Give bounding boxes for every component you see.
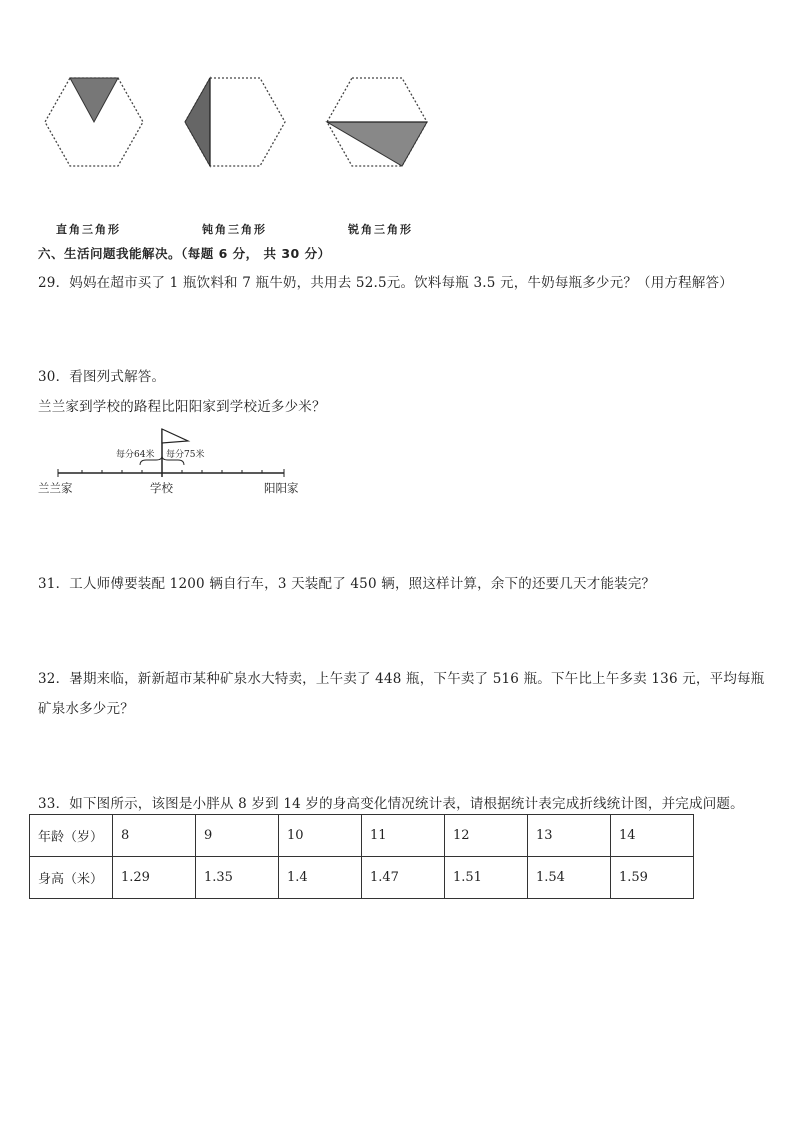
question-33: 33．如下图所示，该图是小胖从 8 岁到 14 岁的身高变化情况统计表，请根据统计表完成折线统计图，并完成问题。 [38, 796, 744, 812]
hexagon-right-triangle [45, 78, 143, 166]
hexagon-figures [0, 60, 460, 180]
place-yangyang: 阳阳家 [264, 481, 299, 495]
height-cell: 1.4 [279, 857, 362, 899]
age-cell: 10 [279, 815, 362, 857]
table-row-age [30, 815, 694, 857]
hexagon-caption-3: 锐角三角形 [348, 223, 413, 236]
section-title: 六、生活问题我能解决。（每题 6 分， 共 30 分） [38, 246, 331, 261]
height-cell: 1.29 [113, 857, 196, 899]
question-30-text: 兰兰家到学校的路程比阳阳家到学校近多少米？ [38, 399, 326, 415]
height-cell: 1.51 [445, 857, 528, 899]
question-32-line1: 32．暑期来临，新新超市某种矿泉水大特卖，上午卖了 448 瓶，下午卖了 516 瓶。下午比上午多卖 136 元，平均每瓶 [38, 671, 765, 687]
hexagon-caption-1: 直角三角形 [56, 223, 121, 236]
height-cell: 1.59 [611, 857, 694, 899]
question-29: 29．妈妈在超市买了 1 瓶饮料和 7 瓶牛奶，共用去 52.5元。饮料每瓶 3.5 元，牛奶每瓶多少元？（用方程解答） [38, 275, 733, 291]
question-32-line2: 矿泉水多少元？ [38, 701, 134, 717]
age-cell: 11 [362, 815, 445, 857]
hexagon-obtuse-triangle [185, 78, 285, 166]
question-31: 31．工人师傅要装配 1200 辆自行车，3 天装配了 450 辆，照这样计算，余下的还要几天才能装完？ [38, 576, 656, 592]
left-speed-label: 每分64米 [116, 450, 155, 460]
right-speed-label: 每分75米 [166, 450, 205, 460]
age-cell: 12 [445, 815, 528, 857]
flag-icon [162, 429, 188, 443]
height-cell: 1.35 [196, 857, 279, 899]
age-cell: 13 [528, 815, 611, 857]
age-cell: 8 [113, 815, 196, 857]
row-label-height: 身高（米） [30, 857, 113, 899]
age-cell: 9 [196, 815, 279, 857]
height-cell: 1.54 [528, 857, 611, 899]
question-30-title: 30．看图列式解答。 [38, 369, 166, 385]
table-row-height [30, 857, 694, 899]
row-label-age: 年龄（岁） [30, 815, 113, 857]
age-cell: 14 [611, 815, 694, 857]
place-school: 学校 [150, 481, 173, 495]
height-cell: 1.47 [362, 857, 445, 899]
hexagon-caption-2: 钝角三角形 [202, 223, 267, 236]
height-table [29, 814, 694, 899]
place-lanlan: 兰兰家 [38, 481, 73, 495]
hexagon-acute-triangle [327, 78, 427, 166]
